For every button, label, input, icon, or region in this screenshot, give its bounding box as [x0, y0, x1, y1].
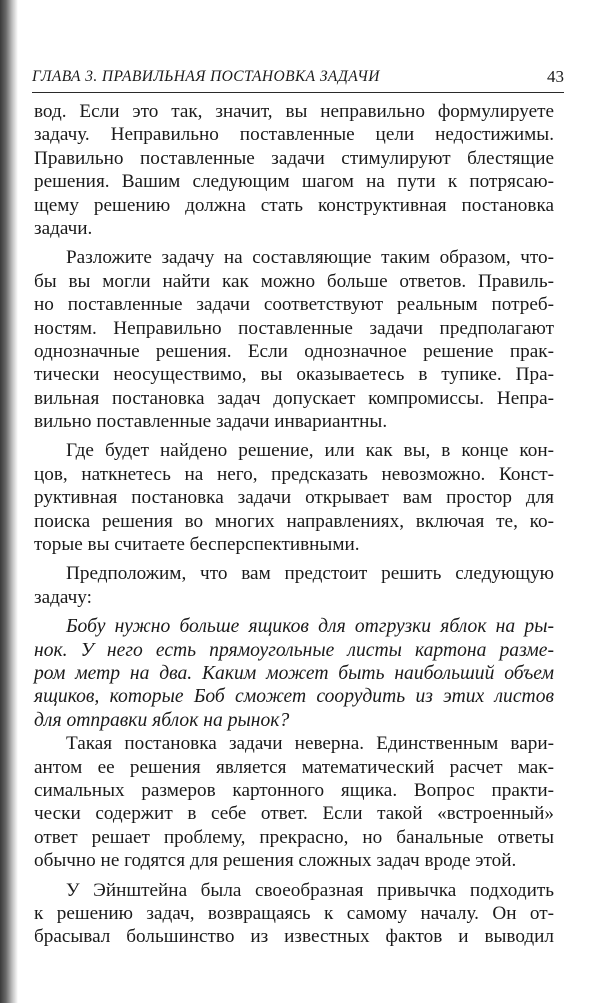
text-line: но поставленные задачи соответствуют реальным потреб- — [34, 294, 554, 316]
running-header — [32, 68, 564, 94]
paragraph — [34, 246, 554, 433]
text-line: У Эйнштейна была своеобразная привычка подходить — [66, 879, 554, 901]
text-line: чески содержит в себе ответ. Если такой «встроенный» — [34, 803, 554, 825]
paragraph — [34, 562, 554, 609]
text-line: ответ решает проблему, прекрасно, но банальные ответы — [34, 826, 554, 848]
paragraph — [34, 732, 554, 872]
text-line: брасывал большинство из известных фактов и выводил — [34, 926, 554, 948]
quote-line: ящиков, которые Боб сможет соорудить из этих листов — [34, 686, 554, 708]
text-line: задачу. Неправильно поставленные цели недостижимы. — [34, 124, 554, 146]
text-line: антом ее решения является математический расчет мак- — [34, 756, 554, 778]
quote-line: ром метр на два. Каким может быть наибольший объем — [34, 662, 554, 684]
text-line: задачи. — [34, 217, 93, 239]
quote-line: нок. У него есть прямоугольные листы картона разме- — [34, 639, 554, 661]
text-line: ностям. Неправильно поставленные задачи предполагают — [34, 317, 554, 339]
text-line: бы вы могли найти как можно больше ответов. Правиль- — [34, 270, 554, 292]
text-line: Правильно поставленные задачи стимулируют блестящие — [34, 147, 554, 169]
problem-quote — [34, 615, 554, 732]
page-binding-shadow — [0, 0, 18, 1003]
text-line: симальных размеров картонного ящика. Вопрос практи- — [34, 779, 554, 801]
text-line: Такая постановка задачи неверна. Единственным вари- — [66, 733, 554, 755]
text-line: обычно не годятся для решения сложных задач вроде этой. — [34, 850, 517, 872]
text-line: к решению задач, возвращаясь к самому началу. Он от- — [34, 902, 554, 924]
chapter-title: ГЛАВА 3. ПРАВИЛЬНАЯ ПОСТАНОВКА ЗАДАЧИ — [32, 68, 380, 85]
quote-line: Бобу нужно больше ящиков для отгрузки яблок на ры- — [66, 616, 554, 638]
text-line: торые вы считаете бесперспективными. — [34, 534, 360, 556]
page-body — [34, 100, 554, 949]
text-line: задачу: — [34, 586, 92, 608]
text-line: цов, наткнетесь на него, предсказать невозможно. Конст- — [34, 463, 554, 485]
text-line: вод. Если это так, значит, вы неправильно формулируете — [34, 101, 554, 122]
text-line: Предположим, что вам предстоит решить следующую — [66, 563, 554, 585]
quote-line: для отправки яблок на рынок? — [34, 709, 290, 731]
paragraph — [34, 439, 554, 556]
text-line: однозначные решения. Если однозначное решение прак- — [34, 340, 554, 362]
text-line: вильно поставленные задачи инвариантны. — [34, 411, 388, 433]
text-line: решения. Вашим следующим шагом на пути к потрясаю- — [34, 171, 554, 193]
text-line: поиска решения во многих направлениях, включая те, ко- — [34, 510, 554, 532]
page-number: 43 — [547, 67, 564, 86]
text-line: щему решению должна стать конструктивная постановка — [34, 194, 554, 216]
text-line: вильная постановка задач допускает компромиссы. Непра- — [34, 387, 554, 409]
text-line: руктивная постановка задачи открывает вам простор для — [34, 487, 554, 509]
paragraph — [34, 879, 554, 949]
text-line: тически неосуществимо, вы оказываетесь в тупике. Пра- — [34, 364, 554, 386]
paragraph — [34, 100, 554, 240]
text-line: Где будет найдено решение, или как вы, в конце кон- — [66, 440, 554, 462]
text-line: Разложите задачу на составляющие таким образом, что- — [66, 247, 554, 269]
header-rule — [32, 92, 564, 93]
